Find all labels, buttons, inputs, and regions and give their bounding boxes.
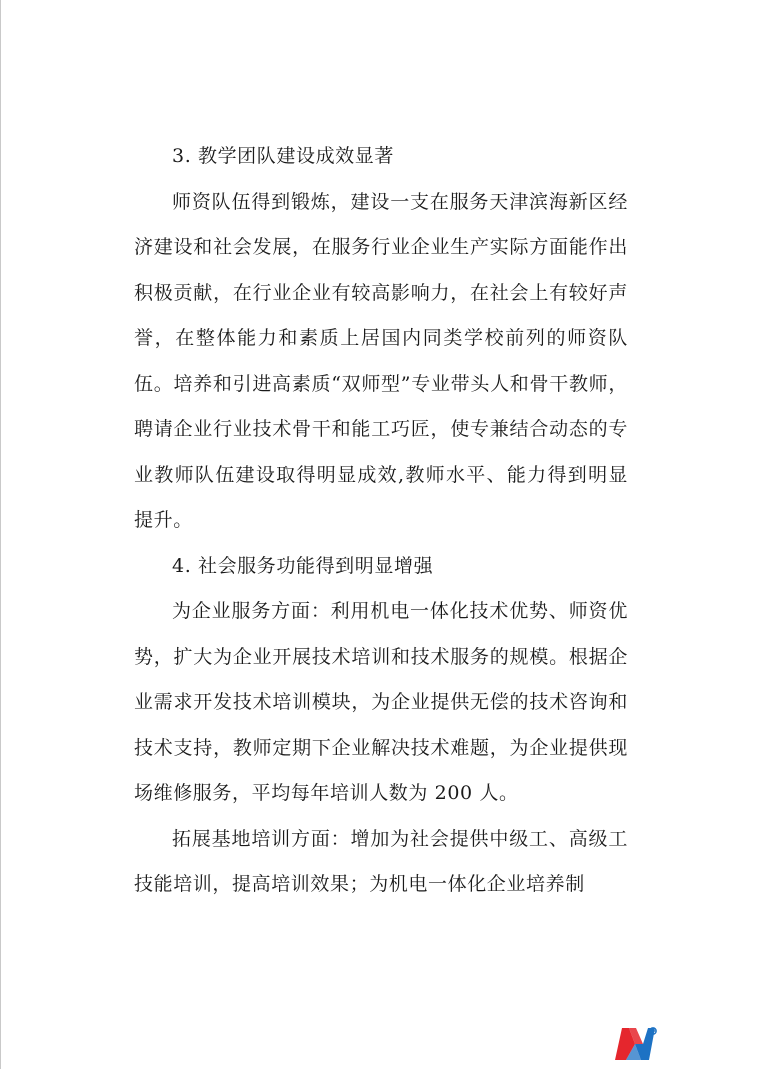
section-4-paragraph-1: 为企业服务方面：利用机电一体化技术优势、师资优势，扩大为企业开展技术培训和技术服务的规模。根据企业需求开发技术培训模块，为企业提供无偿的技术咨询和技术支持，教师定期下企业解决技术难题，为企业提供现场维修服务，平均每年培训人数为 200 人。 bbox=[134, 600, 628, 804]
page-edge bbox=[0, 0, 1, 1069]
section-4-paragraph-2: 拓展基地培训方面：增加为社会提供中级工、高级工技能培训，提高培训效果；为机电一体化企业培养制 bbox=[134, 827, 628, 895]
document-body bbox=[134, 134, 628, 908]
mechatronics-logo-icon bbox=[613, 1024, 659, 1062]
section-4-heading: 4. 社会服务功能得到明显增强 bbox=[172, 554, 434, 577]
section-3-paragraph: 师资队伍得到锻炼，建设一支在服务天津滨海新区经济建设和社会发展，在服务行业企业生产实际方面能作出积极贡献，在行业企业有较高影响力，在社会上有较好声誉，在整体能力和素质上居国内同类学校前列的师资队伍。培养和引进高素质“双师型”专业带头人和骨干教师，聘请企业行业技术骨干和能工巧匠，使专兼结合动态的专业教师队伍建设取得明显成效,教师水平、能力得到明显提升。 bbox=[134, 190, 628, 531]
section-3-heading: 3. 教学团队建设成效显著 bbox=[172, 145, 394, 167]
